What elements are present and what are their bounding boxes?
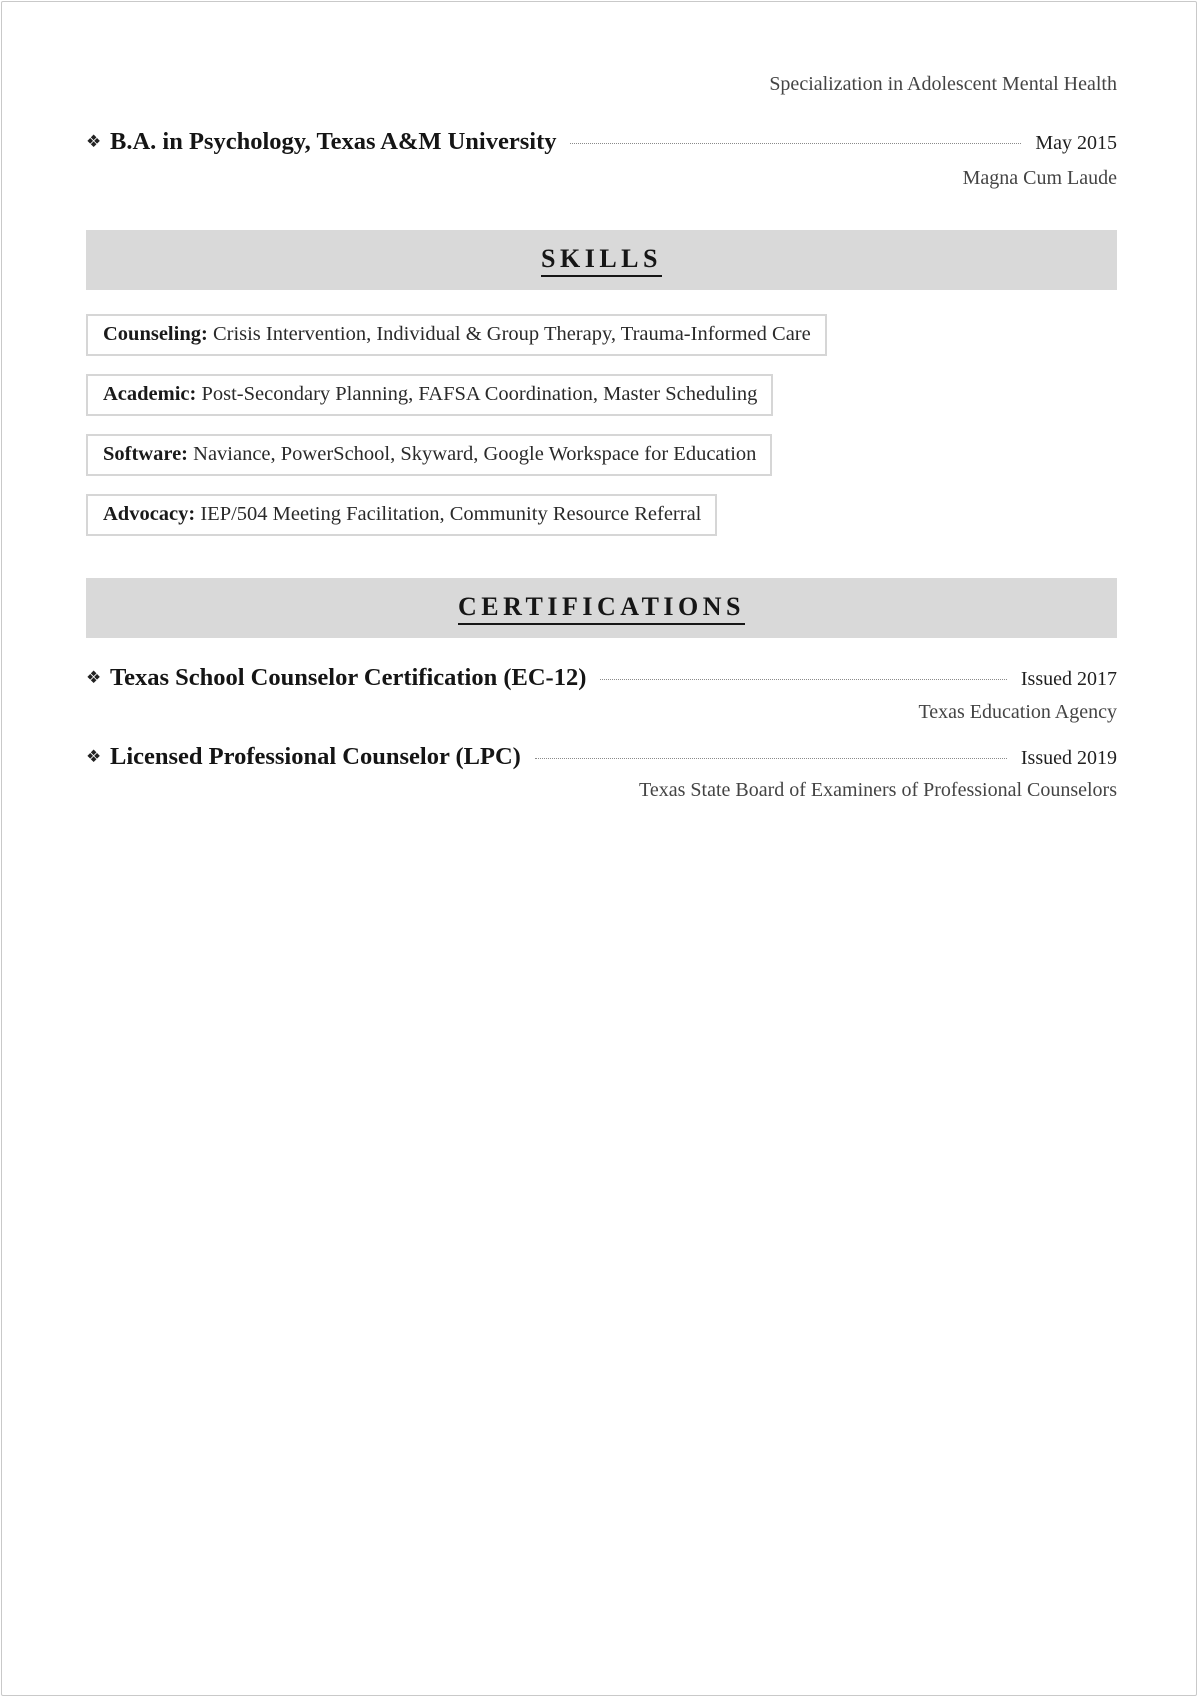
certification-entry [86, 743, 1117, 771]
skill-label: Academic: [103, 383, 197, 405]
skill-value: Naviance, PowerSchool, Skyward, Google Workspace for Education [188, 443, 757, 465]
certifications-section [86, 578, 1117, 801]
skill-item [86, 374, 1117, 434]
certification-date: Issued 2017 [1020, 668, 1117, 690]
skill-box-advocacy [86, 494, 717, 536]
certification-title: Licensed Professional Counselor (LPC) [110, 743, 521, 770]
diamond-bullet-icon: ❖ [86, 668, 102, 687]
skill-label: Counseling: [103, 323, 208, 345]
skill-value: Post-Secondary Planning, FAFSA Coordination, Master Scheduling [196, 383, 758, 405]
education-prev-note: Specialization in Adolescent Mental Health [769, 73, 1117, 95]
degree-honors: Magna Cum Laude [962, 167, 1117, 189]
dotted-leader [535, 758, 1007, 759]
certification-date: Issued 2019 [1020, 747, 1117, 769]
skill-item [86, 434, 1117, 494]
dotted-leader [600, 679, 1007, 680]
degree-title: B.A. in Psychology, Texas A&M University [110, 128, 557, 155]
skill-item [86, 314, 1117, 374]
skill-box-counseling [86, 314, 827, 356]
certification-entry [86, 664, 1117, 692]
skill-label: Software: [103, 443, 189, 465]
skills-list [86, 314, 1117, 554]
skill-label: Advocacy: [103, 503, 196, 525]
skill-item [86, 494, 1117, 554]
skill-value: IEP/504 Meeting Facilitation, Community Resource Referral [195, 503, 702, 525]
skill-box-software [86, 434, 772, 476]
certifications-header [86, 578, 1117, 638]
skill-box-academic [86, 374, 773, 416]
dotted-leader [570, 143, 1021, 144]
education-entry [86, 128, 1117, 156]
skills-header [86, 230, 1117, 290]
certification-issuer: Texas Education Agency [918, 701, 1117, 723]
skills-heading: SKILLS [541, 244, 662, 277]
diamond-bullet-icon: ❖ [86, 132, 102, 151]
diamond-bullet-icon: ❖ [86, 747, 102, 766]
degree-date: May 2015 [1035, 132, 1117, 154]
resume-page [1, 1, 1197, 1696]
skill-value: Crisis Intervention, Individual & Group Therapy, Trauma-Informed Care [207, 323, 811, 345]
certifications-heading: CERTIFICATIONS [458, 592, 745, 625]
certification-title: Texas School Counselor Certification (EC-12) [110, 664, 587, 691]
skills-section [86, 230, 1117, 554]
certification-issuer: Texas State Board of Examiners of Professional Counselors [639, 779, 1117, 801]
